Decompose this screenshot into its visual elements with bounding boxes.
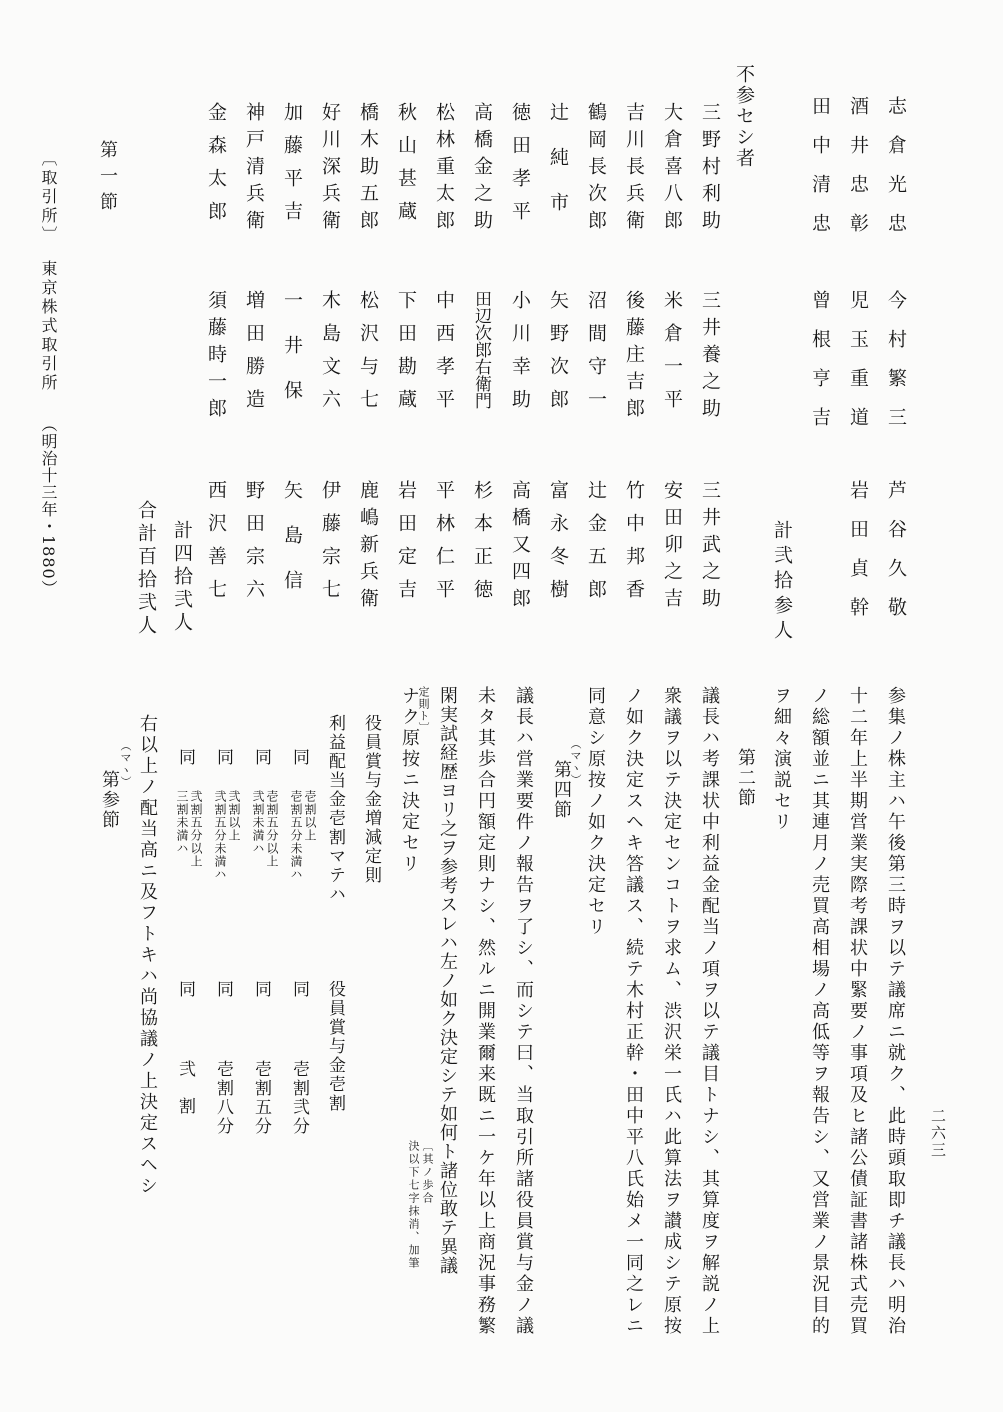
absent-name: 吉川長兵衛 — [623, 102, 645, 237]
row-condition: 弐割未満ハ — [251, 790, 265, 855]
absent-name: 橋木助五郎 — [357, 102, 379, 237]
row-condition: 三割未満ハ — [175, 790, 189, 855]
absent-subtotal: 計四拾弐人 — [171, 520, 193, 635]
row-label: 同 — [289, 748, 309, 767]
row-label: 同 — [175, 980, 195, 999]
name-entry: 芦谷久敬 — [885, 480, 907, 636]
row-label: 同 — [213, 980, 233, 999]
note-line: 定則ト〕 — [417, 686, 430, 734]
absent-name: 辻純市 — [547, 102, 569, 237]
closing-line: 右以上ノ配当高ニ及フトキハ尚協議ノ上決定スヘシ — [137, 714, 158, 1197]
editorial-note — [404, 1140, 438, 1310]
absent-name: 後藤庄吉郎 — [623, 290, 645, 425]
row-value: 壱割八分 — [213, 1060, 233, 1136]
absent-name: 三野村利助 — [699, 102, 721, 237]
absent-name: 増田勝造 — [243, 290, 265, 422]
table-heading: 役員賞与金増減定則 — [361, 714, 381, 885]
absent-name: 秋山甚蔵 — [395, 102, 417, 234]
body-line: ナク原按ニ決定セリ — [399, 686, 420, 875]
absent-heading: 不参セシ者 — [733, 64, 755, 169]
section-heading: 第四節 — [551, 760, 572, 820]
section-heading: 第二節 — [735, 748, 756, 808]
running-section: 第一節 — [97, 140, 118, 218]
sic-gloss: （マヽ） — [569, 738, 582, 786]
section-heading: 第参節 — [99, 770, 120, 830]
absent-name: 伊藤宗七 — [319, 480, 341, 612]
name-entry: 今村繁三 — [885, 290, 907, 446]
body-line: ノ如ク決定スヘキ答議ス、続テ木村正幹・田中平八氏始メ一同之レニ — [623, 686, 644, 1337]
absent-name: 田辺次郎右衛門 — [471, 290, 491, 409]
absent-name: 富永冬樹 — [547, 480, 569, 612]
absent-name: 矢島信 — [281, 480, 303, 615]
row-condition: 壱割五分以上 — [265, 790, 279, 868]
body-line: 同意シ原按ノ如ク決定セリ — [585, 686, 606, 938]
grand-total: 合計百拾弐人 — [135, 500, 157, 638]
absent-name: 三井養之助 — [699, 290, 721, 425]
absent-name: 金森太郎 — [205, 102, 227, 234]
body-line: 未タ其歩合円額定則ナシ、然ルニ開業爾来既ニ一ケ年以上商況事務繁 — [475, 686, 496, 1337]
row-condition: 弐割五分未満ハ — [213, 790, 227, 881]
absent-name: 中西孝平 — [433, 290, 455, 422]
absent-name: 高橋金之助 — [471, 102, 493, 237]
running-bracket: 〔取引所〕 — [39, 150, 58, 245]
name-entry: 酒井忠彰 — [847, 96, 869, 252]
running-title: 東京株式取引所 — [39, 260, 58, 393]
body-line: 議長ハ考課状中利益金配当ノ項ヲ以テ議目トナシ、其算度ヲ解説ノ上 — [699, 686, 720, 1337]
row-condition: 弐割五分以上 — [189, 790, 203, 868]
row-condition: 壱割五分未満ハ — [289, 790, 303, 881]
body-line: 参集ノ株主ハ午後第三時ヲ以テ議席ニ就ク、此時頭取即チ議長ハ明治 — [885, 686, 906, 1337]
absent-name: 徳田孝平 — [509, 102, 531, 234]
absent-name: 木島文六 — [319, 290, 341, 422]
absent-name: 矢野次郎 — [547, 290, 569, 422]
absent-name: 鹿嶋新兵衛 — [357, 480, 379, 615]
absent-name: 松林重太郎 — [433, 102, 455, 237]
absent-name: 野田宗六 — [243, 480, 265, 612]
body-line: 閑実試経歴ヨリ之ヲ参考スレハ左ノ如ク決定シテ如何ト諸位敢テ異議 — [437, 686, 458, 1275]
row-label: 同 — [175, 748, 195, 767]
absent-name: 好川深兵衛 — [319, 102, 341, 237]
absent-name: 加藤平吉 — [281, 102, 303, 234]
row-label: 同 — [289, 980, 309, 999]
absent-name: 竹中邦香 — [623, 480, 645, 612]
body-line: 議長ハ営業要件ノ報告ヲ了シ、而シテ曰、当取引所諸役員賞与金ノ議 — [513, 686, 534, 1337]
row-label: 同 — [251, 748, 271, 767]
row-value: 壱割弐分 — [289, 1060, 309, 1136]
absent-name: 一井保 — [281, 290, 303, 425]
absent-name: 鶴岡長次郎 — [585, 102, 607, 237]
page-number: 二六三 — [929, 1108, 947, 1159]
absent-name: 須藤時一郎 — [205, 290, 227, 425]
name-entry: 児玉重道 — [847, 290, 869, 446]
absent-name: 大倉喜八郎 — [661, 102, 683, 237]
table-header-right: 役員賞与金壱割 — [325, 980, 345, 1113]
name-entry: 岩田貞幹 — [847, 480, 869, 636]
note-line: 〔其ノ歩合 — [421, 1140, 434, 1205]
absent-name: 沼間守一 — [585, 290, 607, 422]
absent-name: 岩田定吉 — [395, 480, 417, 612]
sic-gloss: （マヽ） — [119, 740, 132, 788]
absent-name: 松沢与七 — [357, 290, 379, 422]
table-header-left: 利益配当金壱割マテハ — [325, 714, 345, 904]
attendee-total: 計弐拾参人 — [771, 520, 793, 645]
body-line: ノ総額並ニ其連月ノ売買高相場ノ高低等ヲ報告シ、又営業ノ景況目的 — [809, 686, 830, 1337]
absent-name: 三井武之助 — [699, 480, 721, 615]
absent-name: 安田卯之吉 — [661, 480, 683, 615]
absent-name: 高橋又四郎 — [509, 480, 531, 615]
row-label: 同 — [251, 980, 271, 999]
body-line: 十二年上半期営業実際考課状中緊要ノ事項及ヒ諸公債証書諸株式売買 — [847, 686, 868, 1337]
row-condition: 壱割以上 — [303, 790, 317, 842]
name-entry: 曾根亨吉 — [809, 290, 831, 446]
row-condition: 弐割以上 — [227, 790, 241, 842]
running-year: （明治十三年・1880） — [39, 416, 58, 597]
name-entry: 志倉光忠 — [885, 96, 907, 252]
row-label: 同 — [213, 748, 233, 767]
absent-name: 平林仁平 — [433, 480, 455, 612]
absent-name: 神戸清兵衛 — [243, 102, 265, 237]
body-line: 衆議ヲ以テ決定センコトヲ求ム、渋沢栄一氏ハ此算法ヲ讃成シテ原按 — [661, 686, 682, 1337]
absent-name: 米倉一平 — [661, 290, 683, 422]
absent-name: 杉本正徳 — [471, 480, 493, 612]
row-value: 弐割 — [175, 1060, 195, 1134]
note-line: 決以下七字抹消、加筆 — [407, 1140, 420, 1270]
body-line: ヲ細々演説セリ — [771, 686, 792, 833]
name-entry: 田中清忠 — [809, 96, 831, 252]
absent-name: 下田勘蔵 — [395, 290, 417, 422]
absent-name: 小川幸助 — [509, 290, 531, 422]
absent-name: 西沢善七 — [205, 480, 227, 612]
absent-name: 辻金五郎 — [585, 480, 607, 612]
row-value: 壱割五分 — [251, 1060, 271, 1136]
